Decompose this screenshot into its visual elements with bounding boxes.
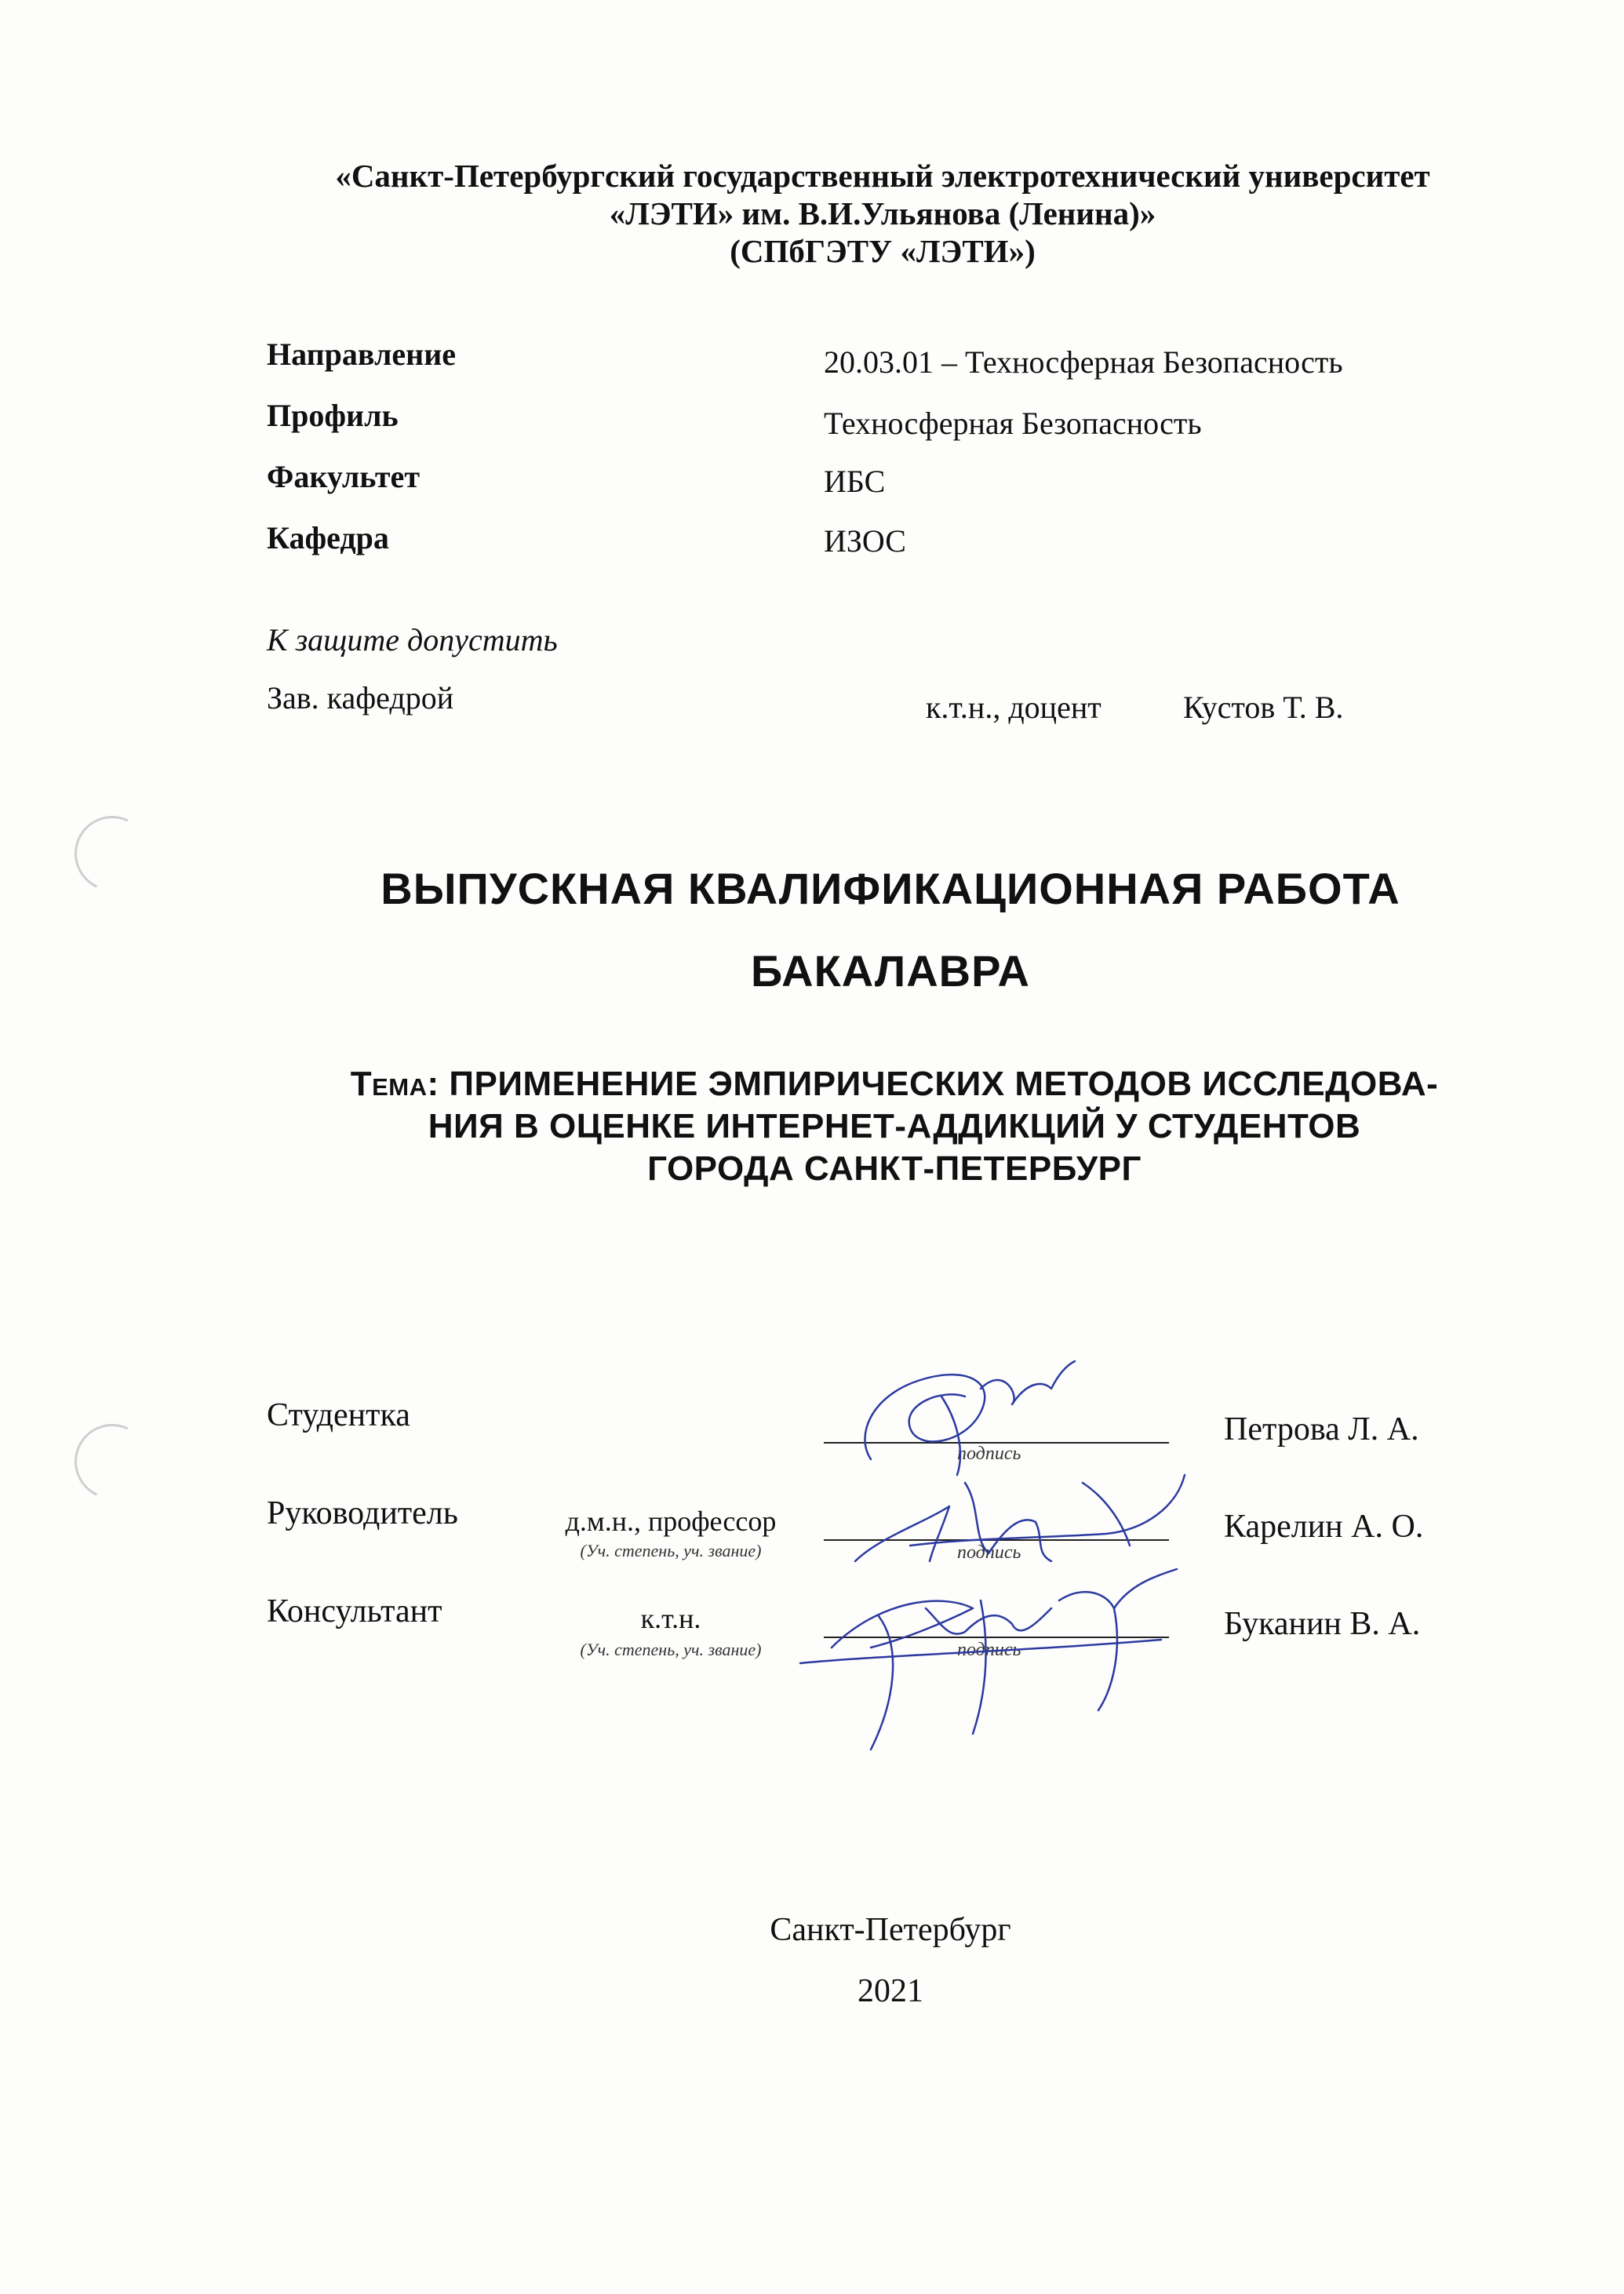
info-value-profile: Техносферная Безопасность [824,406,1202,441]
info-label-profile: Профиль [267,398,399,433]
header-line-3: (СПбГЭТУ «ЛЭТИ») [730,233,1036,269]
header-line-2: «ЛЭТИ» им. В.И.Ульянова (Ленина)» [609,195,1156,231]
signature-role-student: Студентка [267,1397,410,1433]
signature-name-supervisor: Карелин А. О. [1224,1509,1424,1545]
info-label-department: Кафедра [267,520,389,555]
punch-hole-top [64,805,160,901]
footer-city: Санкт-Петербург [770,1912,1011,1948]
signature-degree-supervisor: д.м.н., профессор [565,1506,777,1537]
info-label-faculty: Факультет [267,459,420,494]
document-title-line-1: ВЫПУСКНАЯ КВАЛИФИКАЦИОННАЯ РАБОТА [381,864,1400,913]
signature-note-supervisor: подпись [957,1542,1021,1563]
info-value-faculty: ИБС [824,464,886,499]
head-degree: к.т.н., доцент [926,690,1101,725]
handwritten-signature-consultant [785,1553,1224,1757]
signature-role-supervisor: Руководитель [267,1495,458,1531]
head-role: Зав. кафедрой [267,680,454,716]
topic-line-2: НИЯ В ОЦЕНКЕ ИНТЕРНЕТ-АДДИКЦИЙ У СТУДЕНТОВ [428,1107,1361,1145]
signature-note-consultant: подпись [957,1640,1021,1660]
info-value-department: ИЗОС [824,523,906,559]
signature-degree-consultant: к.т.н. [640,1603,701,1634]
signature-role-consultant: Консультант [267,1593,442,1629]
info-value-direction: 20.03.01 – Техносферная Безопасность [824,344,1343,380]
topic-text-1: ПРИМЕНЕНИЕ ЭМПИРИЧЕСКИХ МЕТОДОВ ИССЛЕДОВА- [449,1065,1439,1103]
signature-degree-note-consultant: (Уч. степень, уч. звание) [580,1640,762,1659]
document-title-line-2: БАКАЛАВРА [751,946,1030,996]
footer-year: 2021 [858,1973,923,2009]
head-name: Кустов Т. В. [1183,690,1344,725]
punch-hole-bottom [64,1413,160,1509]
topic-block [220,1063,1569,1190]
topic-line-1 [220,1063,1569,1105]
info-label-direction: Направление [267,337,456,372]
signature-name-consultant: Буканин В. А. [1224,1606,1421,1642]
signature-degree-note-supervisor: (Уч. степень, уч. звание) [580,1541,762,1560]
admission-label: К защите допустить [267,622,558,657]
signature-note-student: подпись [957,1444,1021,1464]
signature-name-student: Петрова Л. А. [1224,1411,1419,1447]
university-header [235,157,1530,270]
header-line-1: «Санкт-Петербургский государственный электротехнический университет [335,158,1430,194]
topic-prefix: Тема: [350,1065,439,1103]
topic-line-3: ГОРОДА САНКТ-ПЕТЕРБУРГ [647,1149,1142,1188]
